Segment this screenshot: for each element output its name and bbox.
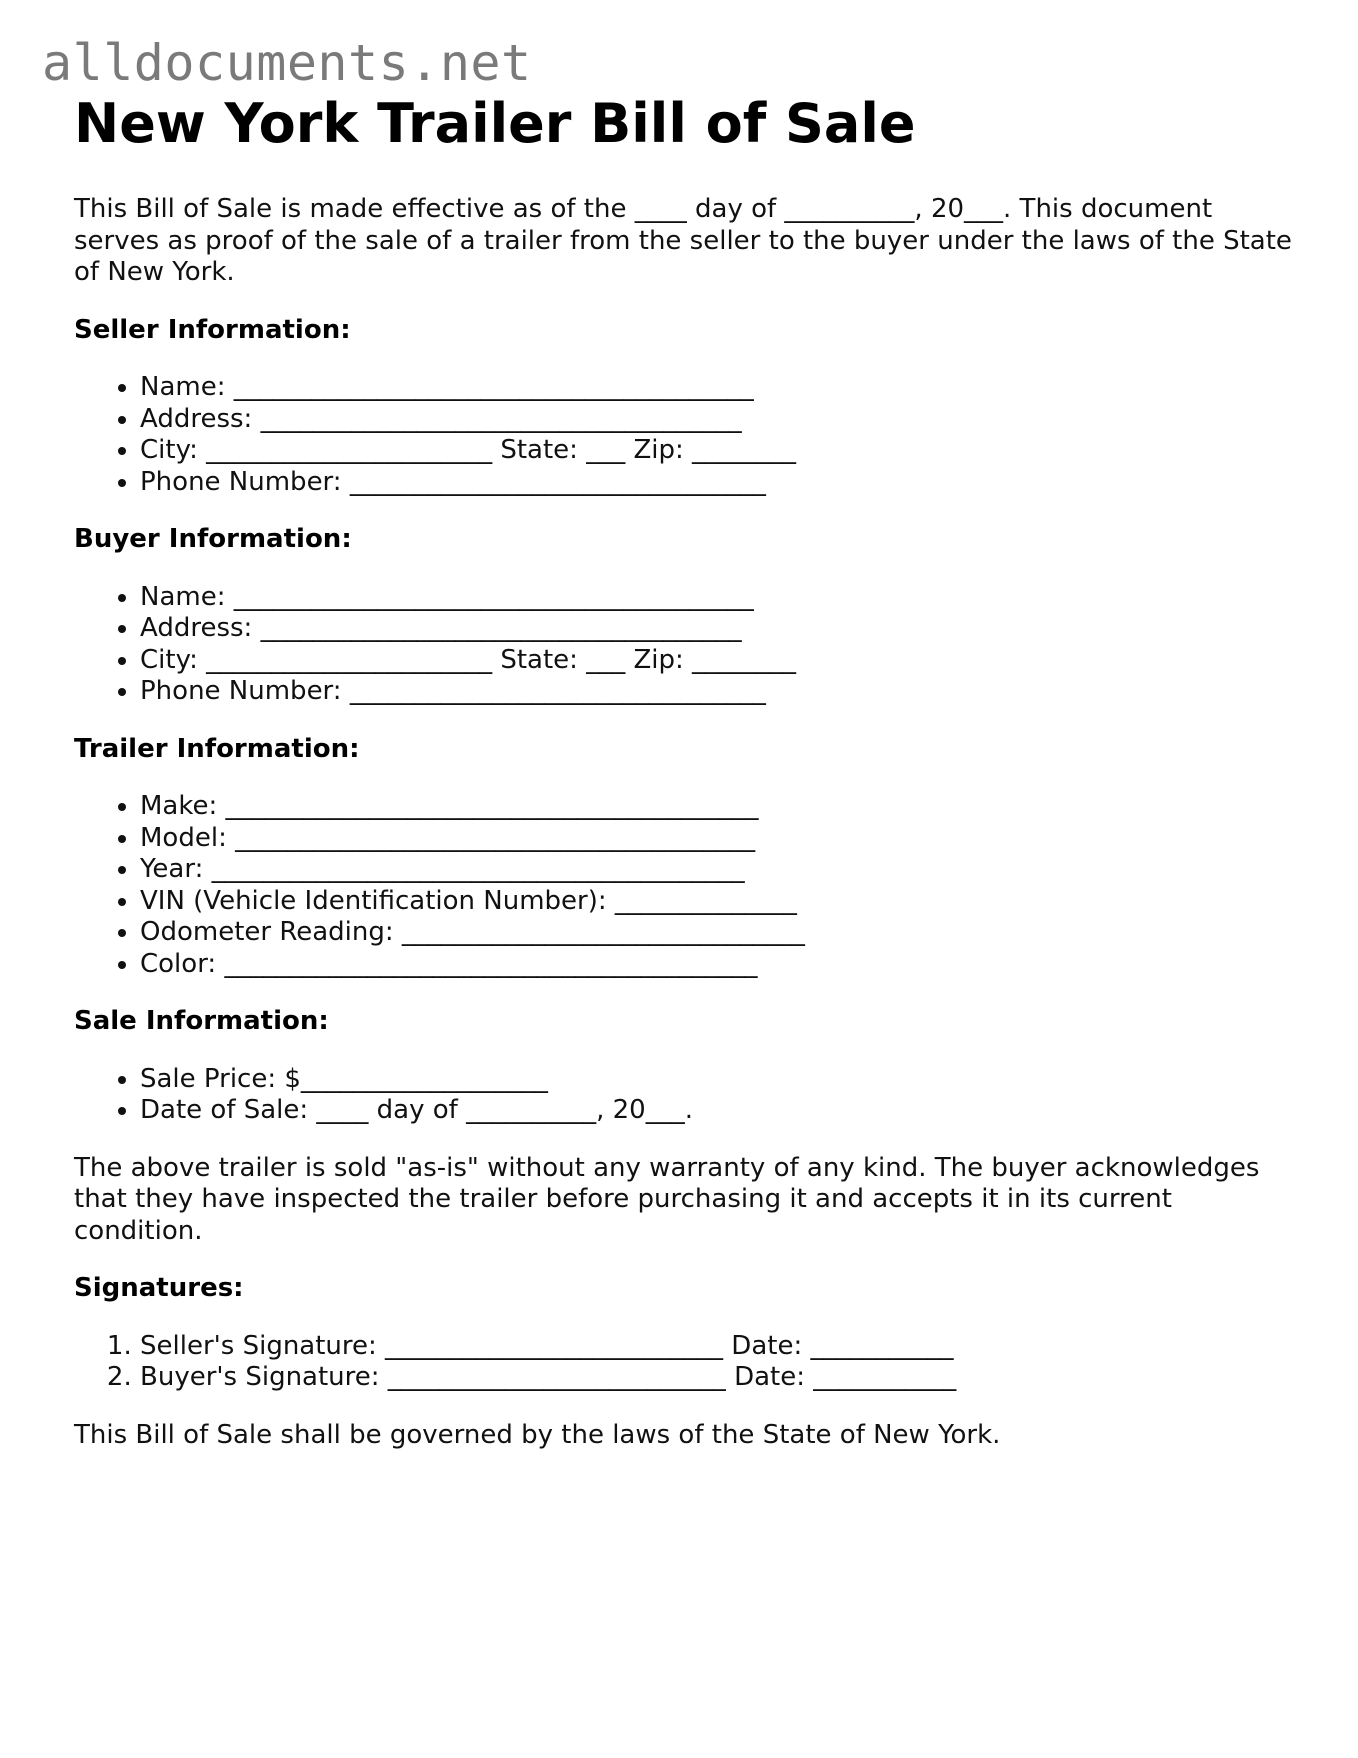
document-title: New York Trailer Bill of Sale: [74, 92, 916, 155]
watermark-logo: alldocuments.net: [42, 34, 532, 92]
trailer-color-field: • Color: _________________________________________: [140, 949, 1294, 981]
buyer-phone-field: • Phone Number: ________________________________: [140, 676, 1294, 708]
seller-phone-field: • Phone Number: ________________________________: [140, 467, 1294, 499]
as-is-paragraph: The above trailer is sold "as-is" without any warranty of any kind. The buyer acknowledges that they have inspected the trailer before purchasing it and accepts it in its current condition.: [74, 1152, 1260, 1246]
trailer-model-field: • Model: ________________________________________: [140, 823, 1294, 855]
signatures-heading: Signatures:: [74, 1273, 244, 1303]
buyer-city-state-zip-field: • City: ______________________ State: ___ Zip: ________: [140, 645, 1294, 677]
seller-list: [74, 372, 1294, 498]
buyer-heading: Buyer Information:: [74, 524, 352, 554]
sale-date-field: • Date of Sale: ____ day of __________, 20___.: [140, 1095, 1294, 1127]
trailer-list: [74, 791, 1294, 980]
seller-signature-field: 1. Seller's Signature: __________________________ Date: ___________: [140, 1331, 1294, 1363]
sale-list: [74, 1064, 1294, 1127]
document: [74, 92, 1294, 1451]
seller-city-state-zip-field: • City: ______________________ State: ___ Zip: ________: [140, 435, 1294, 467]
trailer-odometer-field: • Odometer Reading: _______________________________: [140, 917, 1294, 949]
trailer-heading: Trailer Information:: [74, 733, 360, 764]
signatures-list: [74, 1331, 1294, 1394]
seller-heading: Seller Information:: [74, 314, 351, 345]
buyer-list: [74, 582, 1294, 708]
buyer-address-field: • Address: _____________________________________: [140, 613, 1294, 645]
trailer-make-field: • Make: _________________________________________: [140, 791, 1294, 823]
trailer-vin-field: • VIN (Vehicle Identification Number): ______________: [140, 886, 1294, 918]
sale-heading: Sale Information:: [74, 1006, 329, 1036]
sale-price-field: • Sale Price: $___________________: [140, 1064, 1294, 1096]
intro-paragraph: This Bill of Sale is made effective as of the ____ day of __________, 20___. This document serves as proof of the sale of a trailer from the seller to the buyer under the laws of the State of New York.: [74, 194, 1292, 287]
seller-address-field: • Address: _____________________________________: [140, 404, 1294, 436]
trailer-year-field: • Year: _________________________________________: [140, 854, 1294, 886]
governing-law-paragraph: This Bill of Sale shall be governed by the laws of the State of New York.: [74, 1419, 1001, 1450]
buyer-signature-field: 2. Buyer's Signature: __________________________ Date: ___________: [140, 1362, 1294, 1394]
buyer-name-field: • Name: ________________________________________: [140, 582, 1294, 614]
seller-name-field: • Name: ________________________________________: [140, 372, 1294, 404]
